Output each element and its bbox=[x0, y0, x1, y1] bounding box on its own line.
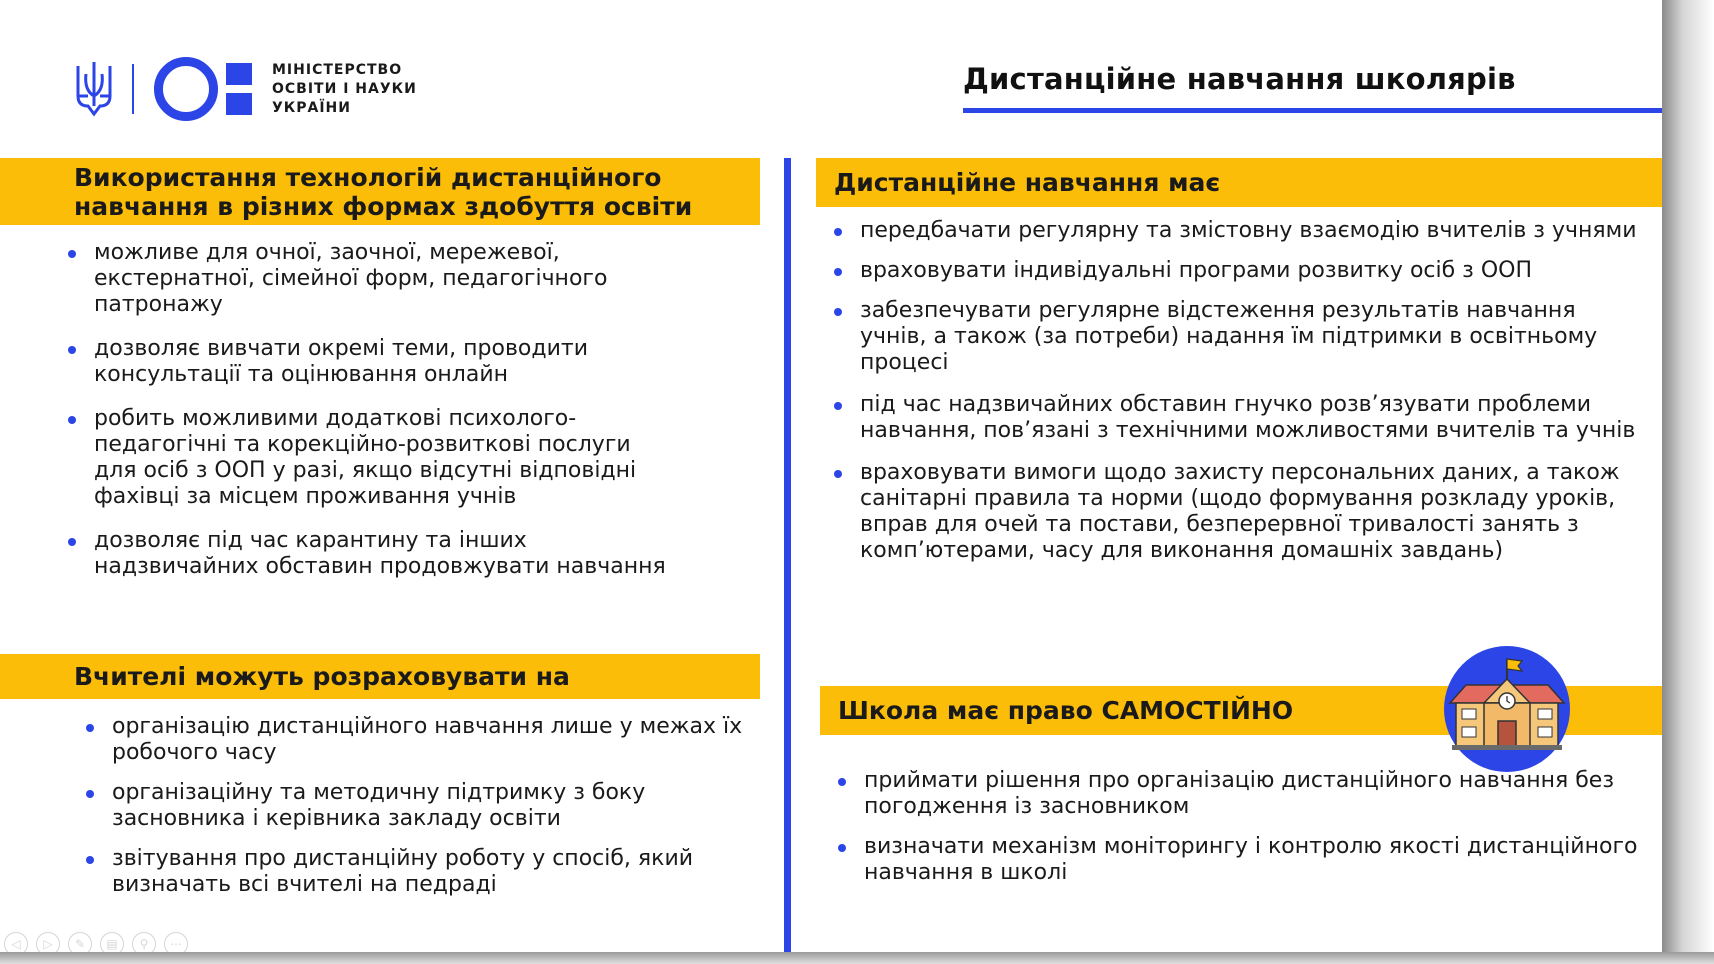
school-rights-list bbox=[838, 768, 1638, 900]
section-heading: Вчителі можуть розраховувати на bbox=[74, 662, 570, 691]
bullet-icon bbox=[68, 250, 76, 258]
section-heading-bar bbox=[0, 654, 760, 699]
list-item: під час надзвичайних обставин гнучко розв’язувати проблеми навчання, пов’язані з технічними можливостями вчителів та учнів bbox=[834, 392, 1644, 444]
slides-icon[interactable]: ▤ bbox=[100, 932, 124, 956]
bullet-icon bbox=[834, 268, 842, 276]
list-item: робить можливими додаткові психолого-педагогічні та корекційно-розвиткові послуги для осіб з ООП у разі, якщо відсутні відповідні фахівці за місцем проживання учнів bbox=[68, 406, 678, 510]
pen-icon[interactable]: ✎ bbox=[68, 932, 92, 956]
section-heading-bar bbox=[0, 158, 760, 225]
previous-icon[interactable]: ◁ bbox=[4, 932, 28, 956]
logo-square bbox=[226, 63, 252, 85]
slide-shadow bbox=[0, 952, 1714, 964]
slide-shadow bbox=[1662, 0, 1714, 964]
bullet-icon bbox=[86, 790, 94, 798]
section-heading: Дистанційне навчання має bbox=[834, 168, 1221, 197]
next-icon[interactable]: ▷ bbox=[36, 932, 60, 956]
section-heading-bar bbox=[816, 158, 1662, 207]
forms-list bbox=[68, 240, 678, 594]
more-icon[interactable]: ⋯ bbox=[164, 932, 188, 956]
bullet-icon bbox=[834, 308, 842, 316]
list-item: враховувати індивідуальні програми розвитку осіб з ООП bbox=[834, 258, 1644, 284]
list-item: звітування про дистанційну роботу у спосіб, який визначать всі вчителі на педраді bbox=[86, 846, 766, 898]
logo-ring bbox=[154, 57, 218, 121]
ministry-name: МІНІСТЕРСТВО ОСВІТИ І НАУКИ УКРАЇНИ bbox=[272, 61, 417, 116]
bullet-icon bbox=[834, 470, 842, 478]
list-item: організацію дистанційного навчання лише у межах їх робочого часу bbox=[86, 714, 766, 766]
bullet-icon bbox=[838, 844, 846, 852]
bullet-icon bbox=[86, 724, 94, 732]
bullet-icon bbox=[68, 346, 76, 354]
teachers-list bbox=[86, 714, 766, 912]
column-divider bbox=[784, 158, 791, 952]
list-item: визначати механізм моніторингу і контролю якості дистанційного навчання в школі bbox=[838, 834, 1638, 886]
logo-square bbox=[226, 93, 252, 115]
list-item: забезпечувати регулярне відстеження результатів навчання учнів, а також (за потреби) надання їм підтримки в освітньому процесі bbox=[834, 298, 1644, 376]
zoom-icon[interactable]: ⚲ bbox=[132, 932, 156, 956]
requirements-list bbox=[834, 218, 1644, 578]
list-item: організаційну та методичну підтримку з боку засновника і керівника закладу освіти bbox=[86, 780, 766, 832]
section-heading: Школа має право САМОСТІЙНО bbox=[838, 696, 1294, 725]
page-title: Дистанційне навчання школярів bbox=[963, 62, 1516, 96]
oe-mark bbox=[154, 57, 252, 121]
bullet-icon bbox=[838, 778, 846, 786]
list-item: враховувати вимоги щодо захисту персональних даних, а також санітарні правила та норми (щодо формування розкладу уроків, вправ для очей та постави, безперервної тривалості занять з комп’ютерами, часу для виконання домашніх завдань) bbox=[834, 460, 1644, 564]
ministry-logo bbox=[74, 58, 417, 120]
logo-separator bbox=[132, 64, 134, 114]
bullet-icon bbox=[834, 402, 842, 410]
title-underline bbox=[963, 108, 1662, 113]
list-item: приймати рішення про організацію дистанційного навчання без погодження із засновником bbox=[838, 768, 1638, 820]
section-heading: Використання технологій дистанційного навчання в різних формах здобуття освіти bbox=[74, 162, 693, 221]
list-item: дозволяє вивчати окремі теми, проводити консультації та оцінювання онлайн bbox=[68, 336, 678, 388]
school-building-icon bbox=[1436, 645, 1578, 773]
bullet-icon bbox=[68, 416, 76, 424]
list-item: можливе для очної, заочної, мережевої, екстернатної, сімейної форм, педагогічного патронажу bbox=[68, 240, 678, 318]
trident-icon bbox=[74, 60, 114, 118]
bullet-icon bbox=[86, 856, 94, 864]
bullet-icon bbox=[834, 228, 842, 236]
list-item: передбачати регулярну та змістовну взаємодію вчителів з учнями bbox=[834, 218, 1644, 244]
list-item: дозволяє під час карантину та інших надзвичайних обставин продовжувати навчання bbox=[68, 528, 678, 580]
bullet-icon bbox=[68, 538, 76, 546]
